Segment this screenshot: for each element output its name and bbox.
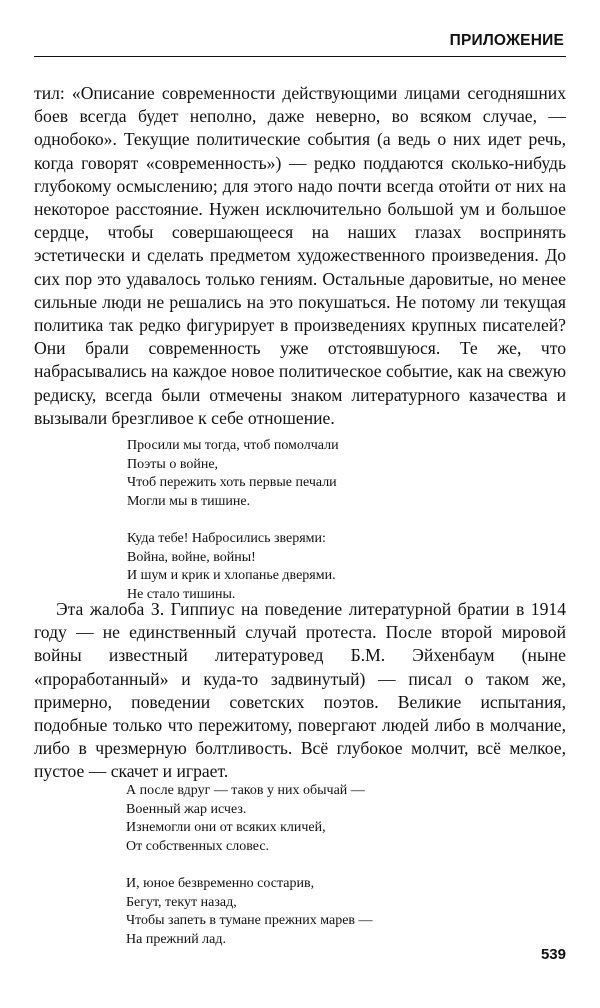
- poem-line: Просили мы тогда, чтоб помолчали: [127, 438, 339, 453]
- poem-line: На прежний лад.: [126, 931, 227, 947]
- poem-line: Поэты о войне,: [127, 456, 219, 472]
- page-number: 539: [540, 946, 566, 963]
- poem-1-stanza-1: [127, 437, 339, 511]
- section-title: ПРИЛОЖЕНИЕ: [449, 32, 564, 49]
- poem-line: Куда тебе! Набросились зверями:: [127, 530, 326, 546]
- poem-quote-1: [127, 437, 339, 604]
- poem-line: От собственных словес.: [126, 838, 270, 854]
- paragraph-1: [34, 82, 566, 430]
- poem-line: Чтоб пережить хоть первые печали: [127, 475, 337, 491]
- poem-1-stanza-2: [127, 530, 339, 604]
- poem-quote-2: [126, 782, 373, 949]
- poem-line: Чтобы запеть в тумане прежних марев —: [126, 913, 373, 929]
- paragraph-2-text: Эта жалоба З. Гиппиус на поведение литературной братии в 1914 году — не единственный случай протеста. После второй мировой войны известный литературовед Б.М. Эйхенбаум (ныне «проработанный» и куда-то задвинутый) — писал о таком же, примерно, поведении советских поэтов. Великие испытания, подобные только что пережитому, повергают людей либо в молчание, либо в чрезмерную болтливость. Всё глубокое молчит, всё мелкое, пустое — скачет и играет.: [34, 599, 566, 782]
- poem-2-stanza-2: [126, 875, 373, 949]
- running-header: [34, 30, 566, 62]
- poem-line: И шум и крик и хлопанье дверями.: [127, 568, 336, 584]
- header-rule: [34, 56, 566, 57]
- poem-line: Могли мы в тишине.: [127, 493, 251, 509]
- poem-line: Военный жар исчез.: [126, 801, 247, 817]
- poem-line: И, юное безвременно состарив,: [126, 875, 315, 891]
- paragraph-1-text: тил: «Описание современности действующими лицами сегодняшних боев всегда будет неполно, даже неверно, во всяком случае, — однобоко». Текущие политические события (а ведь о них идет речь, когда говорят «современность») — редко поддаются сколько-нибудь глубокому осмыслению; для этого надо почти всегда отойти от них на некоторое расстояние. Нужен исключительно большой ум и большое сердце, чтобы совершающееся на наших глазах воспринять эстетически и сделать предметом художественного произведения. До сих пор это удавалось только гениям. Остальные даровитые, но менее сильные люди не решались на это покушаться. Не потому ли текущая политика так редко фигурирует в произведениях крупных писателей? Они брали современность уже отстоявшуюся. Те же, что набрасывались на каждое новое политическое событие, как на свежую редиску, всегда были отмечены знаком литературного казачества и вызывали брезгливое к себе отношение.: [34, 83, 566, 428]
- paragraph-2: [34, 598, 566, 784]
- poem-line: Изнемогли они от всяких кличей,: [126, 820, 326, 836]
- poem-line: Война, войне, войны!: [127, 549, 256, 565]
- poem-line: А после вдруг — таков у них обычай —: [126, 783, 365, 798]
- poem-line: Бегут, текут назад,: [126, 894, 237, 910]
- poem-2-stanza-1: [126, 782, 373, 856]
- poem-line: Не стало тишины.: [127, 586, 236, 602]
